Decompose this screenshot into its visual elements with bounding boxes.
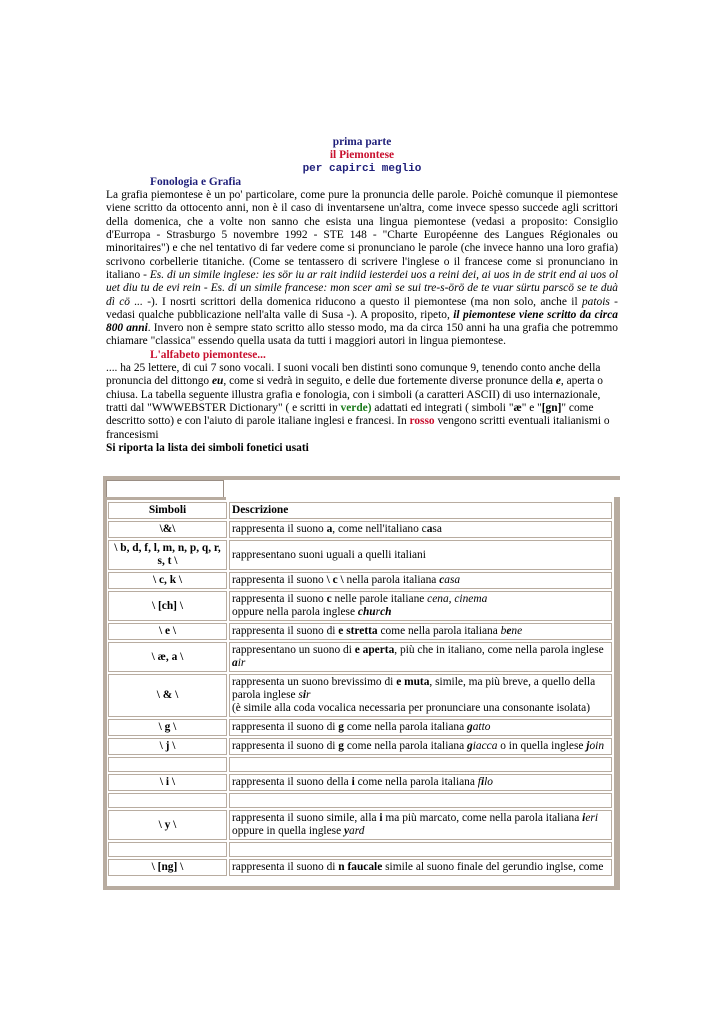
table-row xyxy=(108,591,612,621)
table-caption-box xyxy=(106,480,224,498)
text-run: -). I nosrti scrittori della domenica riducono a questo il piemontese (ma non solo, anche il xyxy=(142,295,582,308)
red-word: rosso xyxy=(409,415,435,428)
description-cell: rappresenta un suono brevissimo di e muta, simile, ma più breve, a quello della parola inglese sir (è simile alla coda vocalica necessaria per pronunciare una consonante isolata) xyxy=(229,674,612,717)
text-run: La grafia piemontese è un po' particolare, come pure la pronuncia delle parole. Poichè comunque il piemontese viene scritto da ottocento anni, non è il caso di inventarsene un'altra, come invece spesso succede agli scrittori della domenica, che a volte non sanno che esista una lingua piemontese (vedasi a proposito: Consiglio d'Eurropa - Strasburgo 5 novembre 1992 - STE 148 - "Charte Européenne des Langues Régionales ou minoritaires") e che nel tentativo di far vedere come si pronunciano le parole (che invece hanno una loro grafia) scrivono corbellerie titaniche. (Come se tentassero di scrivere l'inglese o il francese come si pronunciano in italiano - xyxy=(106,189,618,281)
table-row xyxy=(108,674,612,717)
text-run: " come descritto sotto) e con l'aiuto di parole italiane inglesi e francesi. In xyxy=(106,401,594,428)
symbol-ae: æ xyxy=(513,401,522,414)
document-body xyxy=(106,136,618,455)
section-heading-alfabeto: L'alfabeto piemontese... xyxy=(150,348,266,361)
description-cell: rappresenta il suono di g come nella parola italiana giacca o in quella inglese join xyxy=(229,738,612,755)
text-run: .... ha 25 lettere, di cui 7 sono vocali. I suoni vocali ben distinti sono comunque 9, tenendo conto anche della pronuncia del dittongo xyxy=(106,362,601,388)
symbol-cell: \ & \ xyxy=(108,674,227,717)
table-row xyxy=(108,738,612,755)
description-cell: rappresentano un suono di e aperta, più che in italiano, come nella parola inglese air xyxy=(229,642,612,672)
symbols-table xyxy=(106,500,614,878)
letter-e: e xyxy=(555,375,561,388)
text-run: vengono scritti eventuali italianismi o francesismi xyxy=(106,415,610,441)
text-run: , come si vedrà in seguito, e delle due fortemente diverse pronunce della xyxy=(223,375,556,388)
paragraph-grafia xyxy=(106,189,618,349)
subtitle: per capirci meglio xyxy=(302,162,422,175)
table-row xyxy=(108,642,612,672)
symbol-cell: \ c, k \ xyxy=(108,572,227,589)
example-text: Es. di un simile inglese: ies sör iu ar rait indiid iesterdei uos a reini dei, ai uos in de strit end ai uos ol uet diu tu de evi rein - Es. di un simile francese: mon scer amì se sui tre-s-örö de te vuar sürtu parscö se te duà dì cö ... xyxy=(106,268,619,308)
green-word: verde) xyxy=(340,401,372,414)
symbol-cell: \ i \ xyxy=(108,774,227,791)
table-row xyxy=(108,521,612,538)
table-row xyxy=(108,859,612,876)
table-row xyxy=(108,540,612,570)
text-run: - vedasi qualche pubblicazione nell'alta valle di Susa -). A proposito, ripeto, xyxy=(106,295,618,321)
description-cell: rappresenta il suono c nelle parole italiane cena, cinema oppure nella parola inglese church xyxy=(229,591,612,621)
header-symboli: Simboli xyxy=(108,502,227,519)
symbol-cell: \ y \ xyxy=(108,810,227,840)
description-cell: rappresenta il suono di e stretta come nella parola italiana bene xyxy=(229,623,612,640)
patois-term: patois xyxy=(581,295,610,308)
table-right-border xyxy=(614,497,620,890)
table-row-empty xyxy=(108,757,612,772)
description-cell: rappresentano suoni uguali a quelli italiani xyxy=(229,540,612,570)
symbol-cell: \ j \ xyxy=(108,738,227,755)
symbol-gn: [gn] xyxy=(541,401,562,414)
list-title: Si riporta la lista dei simboli fonetici usati xyxy=(106,441,309,454)
symbol-cell: \ e \ xyxy=(108,623,227,640)
emphasis-text: il piemontese viene scritto da circa 800 anni xyxy=(106,308,618,335)
description-cell: rappresenta il suono della i come nella parola italiana filo xyxy=(229,774,612,791)
part-label: prima parte xyxy=(332,136,392,148)
description-cell: rappresenta il suono a, come nell'italiano casa xyxy=(229,521,612,538)
description-cell: rappresenta il suono di g come nella parola italiana gatto xyxy=(229,719,612,736)
table-row xyxy=(108,572,612,589)
table-row-empty xyxy=(108,842,612,857)
text-run: adattati ed integrati ( simboli " xyxy=(371,401,514,414)
description-cell: rappresenta il suono di n faucale simile al suono finale del gerundio inglse, come xyxy=(229,859,612,876)
symbol-cell: \ b, d, f, l, m, n, p, q, r, s, t \ xyxy=(108,540,227,570)
symbol-cell: \&\ xyxy=(108,521,227,538)
table-row xyxy=(108,774,612,791)
table-row xyxy=(108,623,612,640)
header-descrizione: Descrizione xyxy=(229,502,612,519)
table-row xyxy=(108,810,612,840)
table-row xyxy=(108,719,612,736)
symbol-cell: \ g \ xyxy=(108,719,227,736)
description-cell: rappresenta il suono simile, alla i ma più marcato, come nella parola italiana ieri oppure in quella inglese yard xyxy=(229,810,612,840)
text-run: , aperta o chiusa. La tabella seguente illustra grafia e fonologia, con i simboli (a caratteri ASCII) di uso internazionale, tratti dal "WWWEBSTER Dictionary" ( e scritti in xyxy=(106,375,603,414)
diphthong-term: eu xyxy=(211,375,224,388)
symbol-cell: \ [ng] \ xyxy=(108,859,227,876)
table-header-row xyxy=(108,502,612,519)
section-heading-fonologia: Fonologia e Grafia xyxy=(150,175,242,188)
paragraph-alfabeto xyxy=(106,362,618,442)
table-row-empty xyxy=(108,793,612,808)
symbol-cell: \ æ, a \ xyxy=(108,642,227,672)
symbol-cell: \ [ch] \ xyxy=(108,591,227,621)
title: il Piemontese xyxy=(329,149,395,162)
text-run: " e " xyxy=(521,401,542,414)
description-cell: rappresenta il suono \ c \ nella parola italiana casa xyxy=(229,572,612,589)
text-run: . Invero non è sempre stato scritto allo stesso modo, ma da circa 150 anni ha una grafia che potremmo chiamare "classica" essendo quella usata da tutti i maggiori autori in lingua piemontese. xyxy=(106,322,618,348)
